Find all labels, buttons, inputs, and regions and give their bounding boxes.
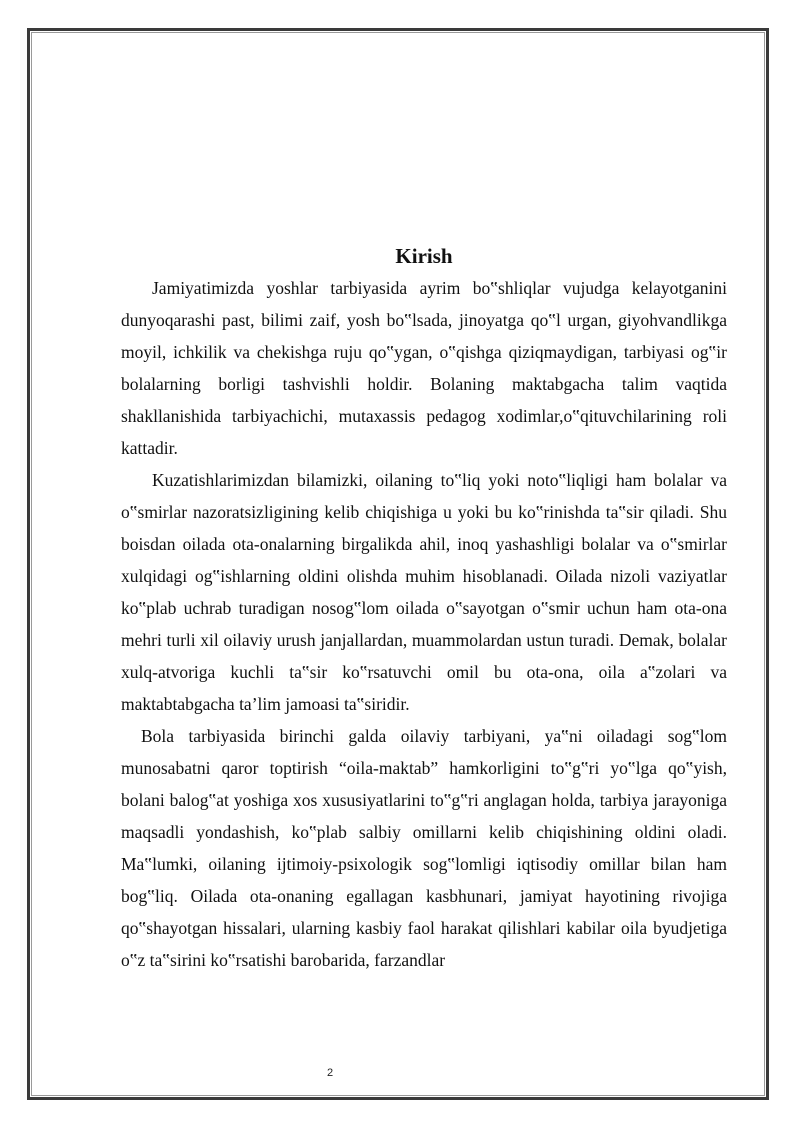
document-title: Kirish (395, 244, 453, 268)
paragraph-3: Bola tarbiyasida birinchi galda oilaviy tarbiyani, ya‟ni oiladagi sog‟lom munosabatni qaror toptirish “oila-maktab” hamkorligini to‟g‟ri yo‟lga qo‟yish, bolani balog‟at yoshiga xos xususiyatlarini to‟g‟ri anglagan holda, tarbiya jarayoniga maqsadli yondashish, ko‟plab salbiy omillarni kelib chiqishining oldini oladi. Ma‟lumki, oilaning ijtimoiy-psixologik sog‟lomligi iqtisodiy omillar bilan ham bog‟liq. Oilada ota-onaning egallagan kasbhunari, jamiyat hayotining rivojiga qo‟shayotgan hissalari, ularning kasbiy faol harakat qilishlari kabilar oila byudjetiga o‟z ta‟sirini ko‟rsatishi barobarida, farzandlar (121, 726, 727, 970)
document-body (121, 240, 727, 976)
paragraph-1: Jamiyatimizda yoshlar tarbiyasida ayrim bo‟shliqlar vujudga kelayotganini dunyoqarashi past, bilimi zaif, yosh bo‟lsada, jinoyatga qo‟l urgan, giyohvandlikga moyil, ichkilik va chekishga ruju qo‟ygan, o‟qishga qiziqmaydigan, tarbiyasi og‟ir bolalarning borligi tashvishli holdir. Bolaning maktabgacha talim vaqtida shakllanishida tarbiyachichi, mutaxassis pedagog xodimlar,o‟qituvchilarining roli kattadir. (121, 278, 727, 458)
page-number: 2 (326, 1067, 334, 1079)
paragraph-2: Kuzatishlarimizdan bilamizki, oilaning to‟liq yoki noto‟liqligi ham bolalar va o‟smirlar nazoratsizligining kelib chiqishiga u yoki bu ko‟rinishda ta‟sir qiladi. Shu boisdan oilada ota-onalarning birgalikda ahil, inoq yashashligi bolalar va o‟smirlar xulqidagi og‟ishlarning oldini olishda muhim hisoblanadi. Oilada nizoli vaziyatlar ko‟plab uchrab turadigan nosog‟lom oilada o‟sayotgan o‟smir uchun ham ota-ona mehri turli xil oilaviy urush janjallardan, muammolardan ustun turadi. Demak, bolalar xulq-atvoriga kuchli ta‟sir ko‟rsatuvchi omil bu ota-ona, oila a‟zolari va maktabtabgacha ta’lim jamoasi ta‟siridir. (121, 470, 727, 714)
